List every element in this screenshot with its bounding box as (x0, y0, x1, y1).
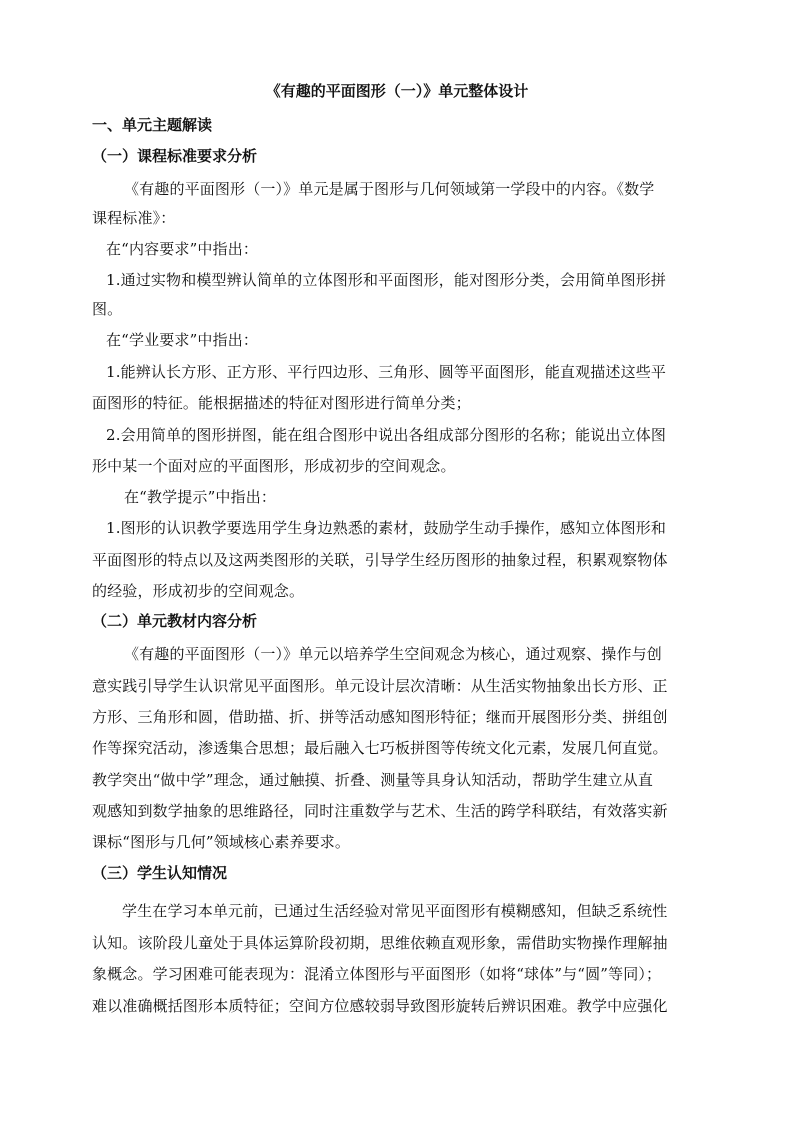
paragraph-line: 形中某一个面对应的平面图形，形成初步的空间观念。 (92, 457, 456, 475)
paragraph-line: 在“内容要求”中指出： (106, 240, 258, 258)
paragraph-line: 在“教学提示”中指出： (124, 488, 276, 506)
paragraph-line: 方形、三角形和圆，借助描、折、拼等活动感知图形特征；继而开展图形分类、拼组创 (92, 708, 668, 726)
paragraph-line: 1.能辨认长方形、正方形、平行四边形、三角形、圆等平面图形，能直观描述这些平 (106, 363, 667, 381)
paragraph-line: 《有趣的平面图形（一）》单元是属于图形与几何领域第一学段中的内容。《数学 (124, 180, 655, 198)
paragraph-line: 意实践引导学生认识常见平面图形。单元设计层次清晰：从生活实物抽象出长方形、正 (92, 677, 668, 695)
paragraph-line: 课标“图形与几何”领域核心素养要求。 (92, 833, 351, 851)
paragraph-line: 象概念。学习困难可能表现为：混淆立体图形与平面图形（如将“球体”与“圆”等同）； (92, 965, 662, 983)
paragraph-line: 1.通过实物和模型辨认简单的立体图形和平面图形，能对图形分类，会用简单图形拼 (106, 271, 667, 289)
paragraph-line: 的经验，形成初步的空间观念。 (92, 582, 305, 600)
subsection-heading-textbook: （二）单元教材内容分析 (92, 612, 258, 630)
paragraph-line: 1.图形的认识教学要选用学生身边熟悉的素材，鼓励学生动手操作，感知立体图形和 (106, 519, 667, 537)
subsection-heading-cognition: （三）学生认知情况 (92, 864, 228, 882)
paragraph-line: 作等探究活动，渗透集合思想；最后融入七巧板拼图等传统文化元素，发展几何直觉。 (92, 739, 668, 757)
document-title: 《有趣的平面图形（一）》单元整体设计 (265, 82, 529, 100)
paragraph-line: 2.会用简单的图形拼图，能在组合图形中说出各组成部分图形的名称；能说出立体图 (106, 426, 667, 444)
paragraph-line: 图。 (92, 300, 123, 318)
paragraph-line: 难以准确概括图形本质特征；空间方位感较弱导致图形旋转后辨识困难。教学中应强化 (92, 997, 668, 1015)
paragraph-line: 观感知到数学抽象的思维路径，同时注重数学与艺术、生活的跨学科联结，有效落实新 (92, 802, 668, 820)
paragraph-line: 面图形的特征。能根据描述的特征对图形进行简单分类； (92, 394, 471, 412)
paragraph-line: 《有趣的平面图形（一）》单元以培养学生空间观念为核心，通过观察、操作与创 (124, 645, 662, 663)
paragraph-line: 平面图形的特点以及这两类图形的关联，引导学生经历图形的抽象过程，积累观察物体 (92, 551, 668, 569)
paragraph-line: 学生在学习本单元前，已通过生活经验对常见平面图形有模糊感知，但缺乏系统性 (122, 902, 668, 920)
paragraph-line: 课程标准》： (92, 209, 176, 227)
paragraph-line: 教学突出“做中学”理念，通过触摸、折叠、测量等具身认知活动，帮助学生建立从直 (92, 771, 654, 789)
paragraph-line: 在“学业要求”中指出： (106, 331, 258, 349)
subsection-heading-standards: （一）课程标准要求分析 (92, 147, 258, 165)
paragraph-line: 认知。该阶段儿童处于具体运算阶段初期，思维依赖直观形象，需借助实物操作理解抽 (92, 934, 668, 952)
section-heading: 一、单元主题解读 (92, 116, 213, 134)
